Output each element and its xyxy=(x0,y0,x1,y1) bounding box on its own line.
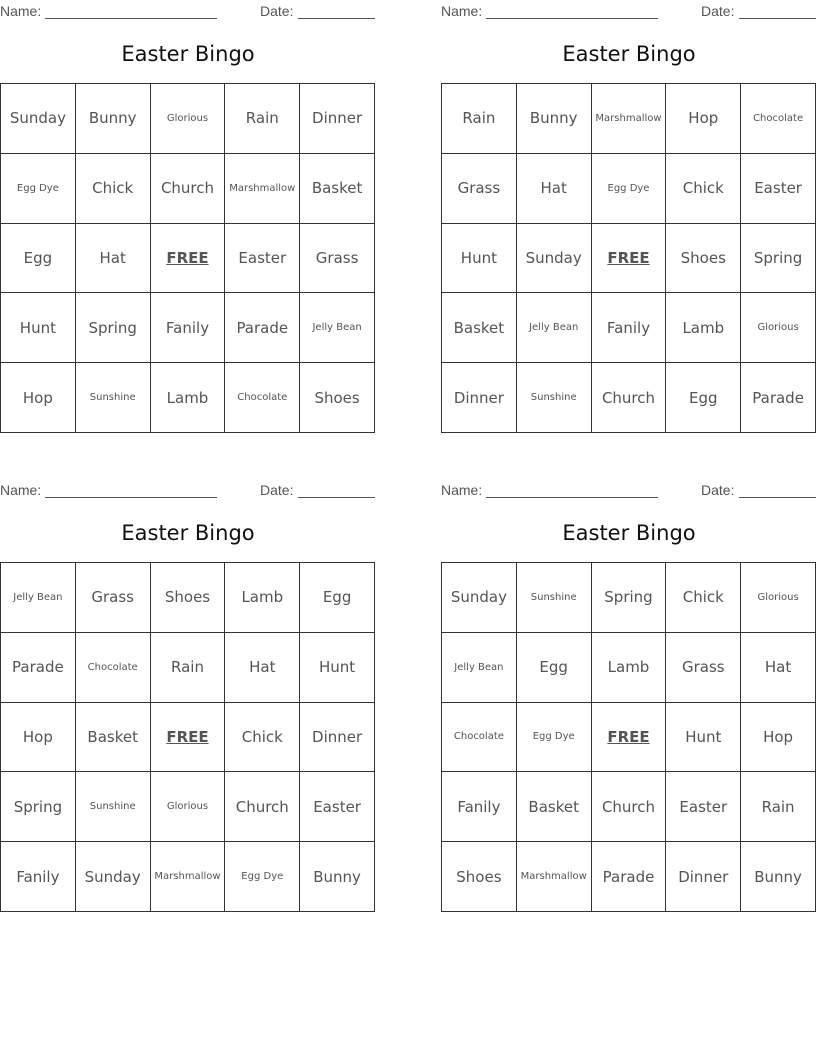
bingo-cell: Bunny xyxy=(300,842,375,912)
date-blank-line xyxy=(298,497,375,498)
bingo-cell: Rain xyxy=(442,84,517,154)
bingo-cell: Fanily xyxy=(1,842,76,912)
bingo-cell: Parade xyxy=(1,633,76,703)
bingo-cell: Egg xyxy=(1,224,76,294)
free-space-cell: FREE xyxy=(592,703,667,773)
bingo-cell: Lamb xyxy=(151,363,226,433)
bingo-cell: Glorious xyxy=(151,772,226,842)
bingo-cell: Shoes xyxy=(666,224,741,294)
bingo-cell: Marshmallow xyxy=(592,84,667,154)
date-blank-line xyxy=(298,18,375,19)
bingo-cell: Jelly Bean xyxy=(300,293,375,363)
bingo-cell: Chocolate xyxy=(741,84,816,154)
name-label: Name: xyxy=(0,3,42,19)
bingo-cell: Easter xyxy=(741,154,816,224)
bingo-cell: Shoes xyxy=(300,363,375,433)
bingo-cell: Rain xyxy=(225,84,300,154)
bingo-cell: Egg xyxy=(300,563,375,633)
name-blank-line xyxy=(486,497,658,498)
bingo-cell: Shoes xyxy=(151,563,226,633)
bingo-cell: Dinner xyxy=(300,703,375,773)
bingo-cell: Lamb xyxy=(592,633,667,703)
bingo-cell: Dinner xyxy=(442,363,517,433)
bingo-cell: Chick xyxy=(76,154,151,224)
bingo-cell: Chick xyxy=(666,563,741,633)
bingo-cell: Chick xyxy=(225,703,300,773)
bingo-cell: Church xyxy=(592,363,667,433)
bingo-cell: Easter xyxy=(666,772,741,842)
name-date-row xyxy=(441,3,816,19)
bingo-grid xyxy=(441,562,816,912)
bingo-cell: Sunshine xyxy=(76,363,151,433)
bingo-cell: Hat xyxy=(225,633,300,703)
bingo-cell: Grass xyxy=(442,154,517,224)
bingo-grid xyxy=(0,562,375,912)
bingo-cell: Marshmallow xyxy=(517,842,592,912)
bingo-cell: Parade xyxy=(592,842,667,912)
bingo-cell: Dinner xyxy=(666,842,741,912)
date-blank-line xyxy=(739,18,816,19)
bingo-cell: Sunday xyxy=(442,563,517,633)
bingo-cell: Chocolate xyxy=(225,363,300,433)
bingo-cell: Grass xyxy=(666,633,741,703)
bingo-cell: Hop xyxy=(1,703,76,773)
bingo-cell: Sunday xyxy=(76,842,151,912)
bingo-cell: Spring xyxy=(76,293,151,363)
bingo-cell: Egg Dye xyxy=(592,154,667,224)
bingo-cell: Chick xyxy=(666,154,741,224)
bingo-cell: Jelly Bean xyxy=(1,563,76,633)
name-blank-line xyxy=(486,18,658,19)
bingo-cell: Church xyxy=(151,154,226,224)
bingo-cell: Hat xyxy=(517,154,592,224)
bingo-cell: Egg Dye xyxy=(225,842,300,912)
bingo-cell: Sunday xyxy=(1,84,76,154)
bingo-cell: Bunny xyxy=(741,842,816,912)
bingo-cell: Jelly Bean xyxy=(517,293,592,363)
bingo-cell: Chocolate xyxy=(76,633,151,703)
bingo-cell: Hunt xyxy=(666,703,741,773)
bingo-cell: Glorious xyxy=(741,293,816,363)
bingo-cell: Church xyxy=(592,772,667,842)
bingo-cell: Hop xyxy=(666,84,741,154)
bingo-cell: Spring xyxy=(592,563,667,633)
bingo-cell: Fanily xyxy=(442,772,517,842)
bingo-cell: Hunt xyxy=(1,293,76,363)
bingo-cell: Lamb xyxy=(666,293,741,363)
bingo-cell: Fanily xyxy=(592,293,667,363)
name-blank-line xyxy=(45,497,217,498)
bingo-cell: Jelly Bean xyxy=(442,633,517,703)
bingo-cell: Sunshine xyxy=(517,563,592,633)
name-blank-line xyxy=(45,18,217,19)
bingo-cell: Parade xyxy=(741,363,816,433)
free-space-cell: FREE xyxy=(592,224,667,294)
date-label: Date: xyxy=(701,482,735,498)
bingo-cell: Bunny xyxy=(76,84,151,154)
date-label: Date: xyxy=(701,3,735,19)
bingo-cell: Basket xyxy=(300,154,375,224)
card-title: Easter Bingo xyxy=(121,42,255,66)
bingo-cell: Rain xyxy=(151,633,226,703)
free-space-cell: FREE xyxy=(151,703,226,773)
bingo-cell: Dinner xyxy=(300,84,375,154)
bingo-cell: Grass xyxy=(76,563,151,633)
date-label: Date: xyxy=(260,3,294,19)
bingo-cell: Hop xyxy=(741,703,816,773)
bingo-grid xyxy=(441,83,816,433)
bingo-cell: Egg xyxy=(666,363,741,433)
date-label: Date: xyxy=(260,482,294,498)
bingo-cell: Sunday xyxy=(517,224,592,294)
bingo-cell: Lamb xyxy=(225,563,300,633)
bingo-cell: Glorious xyxy=(151,84,226,154)
bingo-cell: Hat xyxy=(76,224,151,294)
bingo-cell: Chocolate xyxy=(442,703,517,773)
bingo-cell: Shoes xyxy=(442,842,517,912)
bingo-cell: Spring xyxy=(741,224,816,294)
bingo-cell: Parade xyxy=(225,293,300,363)
name-label: Name: xyxy=(441,3,483,19)
bingo-cell: Church xyxy=(225,772,300,842)
bingo-cell: Glorious xyxy=(741,563,816,633)
bingo-cell: Hat xyxy=(741,633,816,703)
bingo-cell: Sunshine xyxy=(76,772,151,842)
name-date-row xyxy=(0,3,376,19)
bingo-cell: Marshmallow xyxy=(151,842,226,912)
bingo-cell: Sunshine xyxy=(517,363,592,433)
date-blank-line xyxy=(739,497,816,498)
bingo-cell: Egg Dye xyxy=(1,154,76,224)
bingo-cell: Egg Dye xyxy=(517,703,592,773)
bingo-cell: Hop xyxy=(1,363,76,433)
bingo-cell: Basket xyxy=(517,772,592,842)
bingo-cell: Hunt xyxy=(300,633,375,703)
bingo-cell: Basket xyxy=(442,293,517,363)
name-label: Name: xyxy=(0,482,42,498)
card-title: Easter Bingo xyxy=(121,521,255,545)
card-title: Easter Bingo xyxy=(562,42,696,66)
name-date-row xyxy=(441,482,816,498)
bingo-grid xyxy=(0,83,375,433)
bingo-cell: Egg xyxy=(517,633,592,703)
bingo-cell: Easter xyxy=(300,772,375,842)
bingo-cell: Marshmallow xyxy=(225,154,300,224)
bingo-cell: Rain xyxy=(741,772,816,842)
bingo-cell: Grass xyxy=(300,224,375,294)
bingo-cell: Basket xyxy=(76,703,151,773)
name-date-row xyxy=(0,482,376,498)
bingo-cell: Spring xyxy=(1,772,76,842)
bingo-cell: Bunny xyxy=(517,84,592,154)
card-title: Easter Bingo xyxy=(562,521,696,545)
free-space-cell: FREE xyxy=(151,224,226,294)
bingo-cell: Fanily xyxy=(151,293,226,363)
bingo-cell: Easter xyxy=(225,224,300,294)
bingo-cell: Hunt xyxy=(442,224,517,294)
name-label: Name: xyxy=(441,482,483,498)
